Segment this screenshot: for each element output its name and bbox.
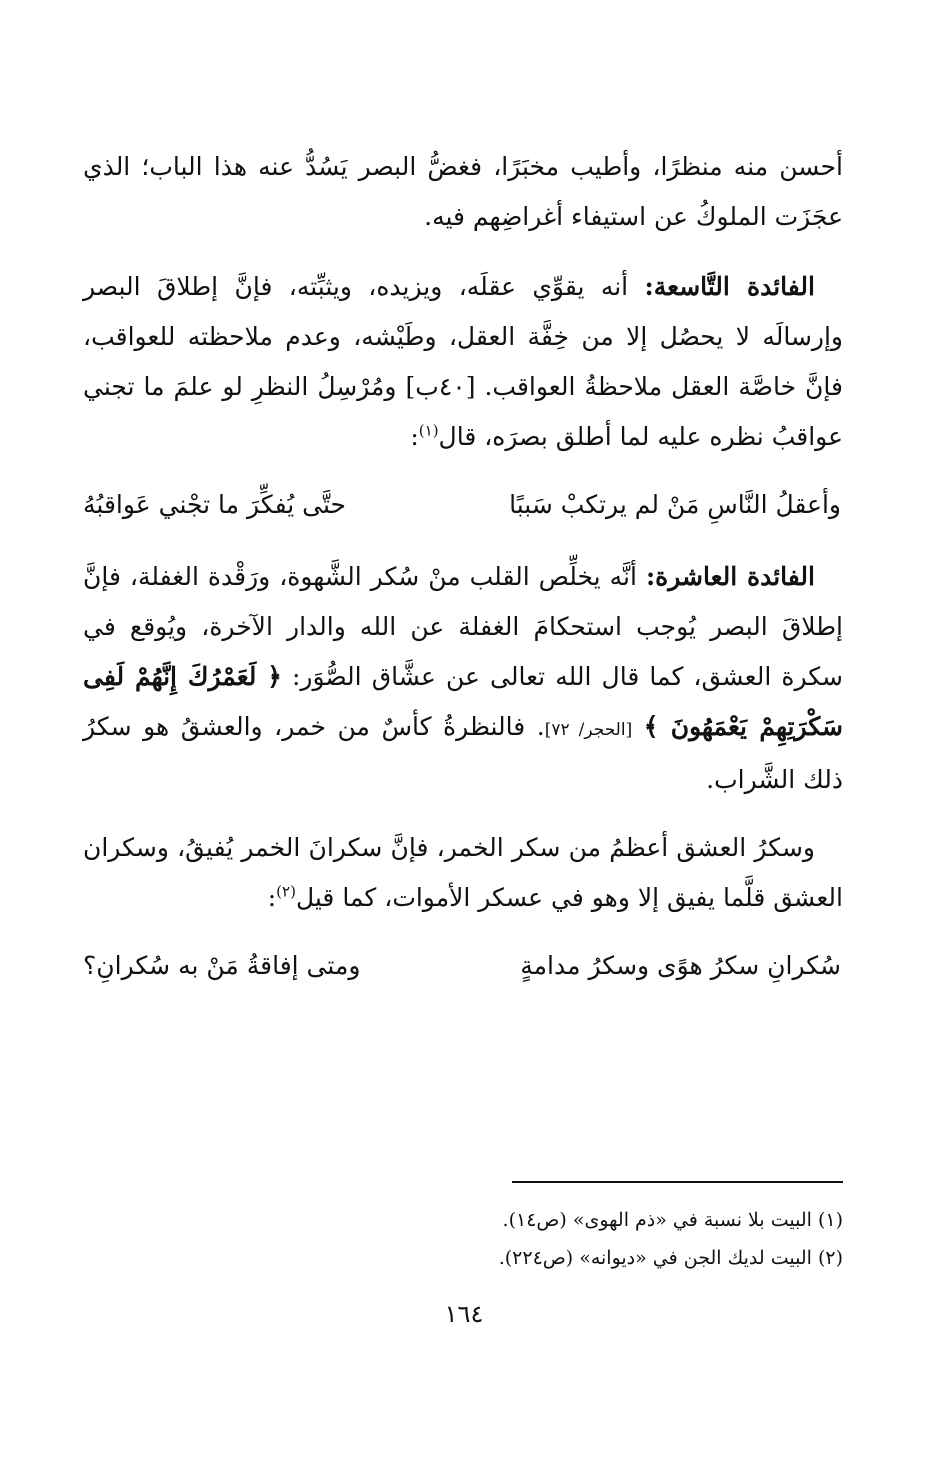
ninth-benefit-colon: :	[410, 422, 419, 451]
verse-1	[83, 480, 843, 530]
paragraph-4	[83, 823, 843, 923]
ninth-benefit-text: أنه يقوِّي عقلَه، ويزيده، ويثبِّته، فإنَّ إطلاقَ البصر وإرسالَه لا يحصُل إلا من خِفَّة العقل، وطَيْشه، وعدم ملاحظته للعواقب، فإنَّ خاصَّة العقل ملاحظةُ العواقب. [٤٠ب] ومُرْسِلُ النظرِ لو علمَ ما تجني عواقبُ نظره عليه لما أطلق بصرَه، قال	[83, 272, 843, 451]
quran-verse: ﴿ لَعَمْرُكَ إِنَّهُمْ لَفِى سَكْرَتِهِمْ يَعْمَهُونَ ﴾	[83, 662, 843, 741]
footnote-ref-1: (١)	[418, 421, 439, 440]
footnote-1: (١) البيت بلا نسبة في «ذم الهوى» (ص١٤).	[502, 1209, 843, 1231]
ninth-benefit-heading: الفائدة التَّاسعة:	[644, 272, 815, 301]
main-text	[83, 142, 843, 1013]
paragraph-ninth-benefit	[83, 262, 843, 462]
verse-1-first-hemistich: وأعقلُ النَّاسِ مَنْ لم يرتكبْ سَببًا	[509, 490, 841, 519]
paragraph-tenth-benefit	[83, 552, 843, 805]
footnote-ref-2: (٢)	[276, 882, 296, 901]
verse-2-first-hemistich: سُكرانِ سكرُ هوًى وسكرُ مدامةٍ	[520, 951, 841, 980]
quran-citation: [الحجر/ ٧٢]	[544, 720, 633, 740]
tenth-benefit-text-after: . فالنظرةُ كأسٌ من خمر، والعشقُ هو سكرُ ذلك الشَّراب.	[83, 712, 843, 794]
paragraph-1-text: أحسن منه منظرًا، وأطيب مخبَرًا، فغضُّ البصر يَسُدُّ عنه هذا الباب؛ الذي عجَزَت الملوكُ عن استيفاء أغراضِهم فيه.	[83, 152, 843, 231]
paragraph-1	[83, 142, 843, 242]
footnotes	[83, 1201, 843, 1277]
verse-1-second-hemistich: حتَّى يُفكِّرَ ما تجْني عَواقبُهُ	[83, 490, 346, 519]
verse-2-second-hemistich: ومتى إفاقةُ مَنْ به سُكرانِ؟	[83, 951, 361, 980]
tenth-benefit-heading: الفائدة العاشرة:	[645, 562, 815, 591]
paragraph-4-colon: :	[267, 883, 277, 912]
tenth-benefit-text: أنَّه يخلِّص القلب منْ سُكر الشَّهوة، ورَقْدة الغفلة، فإنَّ إطلاقَ البصر يُوجب استحكامَ الغفلة عن الله والدار الآخرة، ويُوقع في سكرة العشق، كما قال الله تعالى عن عشَّاق الصُّوَر:	[83, 562, 843, 691]
footnote-2: (٢) البيت لديك الجن في «ديوانه» (ص٢٢٤).	[498, 1247, 843, 1269]
paragraph-4-text: وسكرُ العشق أعظمُ من سكر الخمر، فإنَّ سكرانَ الخمر يُفيقُ، وسكران العشق قلَّما يفيق إلا وهو في عسكر الأموات، كما قيل	[83, 833, 843, 912]
verse-2	[83, 941, 843, 991]
page-number: ١٦٤	[444, 1300, 484, 1328]
footnote-separator	[512, 1181, 843, 1183]
